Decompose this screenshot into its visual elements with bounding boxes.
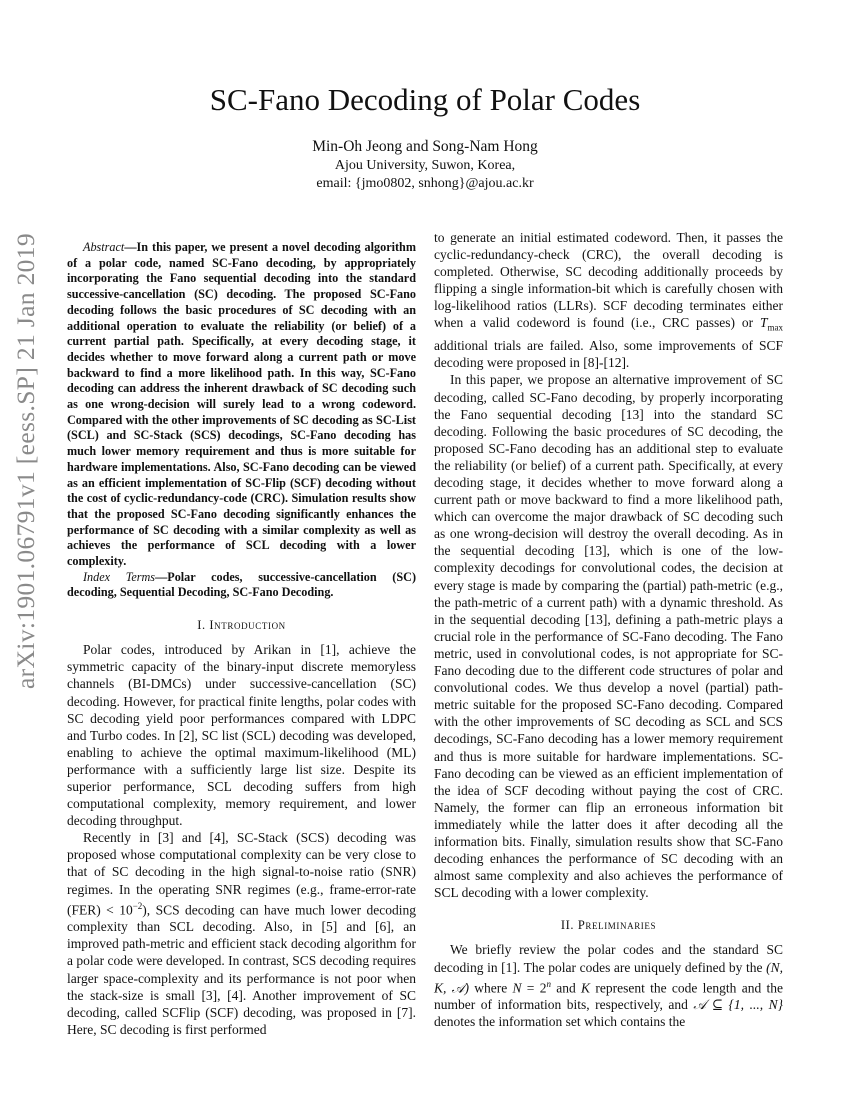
intro-p2-exponent: −2 <box>132 900 143 911</box>
right-p0-part-a: to generate an initial estimated codeword. Then, it passes the cyclic-redundancy-check (CRC), the overall decoding is completed. Otherwise, SC decoding additionally proceeds by flipping a single information-bit which is carefully chosen with log-likelihood ratios (LLRs). SCF decoding terminates either when a valid codeword is found (i.e., CRC passes) or <box>434 230 783 331</box>
prelim-part-d: represent the code length and the number of information bits, respectively, and <box>434 980 783 1013</box>
abstract <box>67 240 416 570</box>
right-p0-part-b: additional trials are failed. Also, some improvements of SCF decoding were proposed in [8]-[12]. <box>434 338 783 371</box>
prelim-tuple: (N, K, 𝒜) <box>434 959 783 996</box>
authors: Min-Oh Jeong and Song-Nam Hong <box>312 138 538 155</box>
arxiv-identifier <box>6 232 46 689</box>
section-numeral: II. <box>560 918 578 933</box>
prelim-part-e: denotes the information set which contains the <box>434 1014 686 1030</box>
section-title: Introduction <box>209 618 286 633</box>
section-title: Preliminaries <box>577 918 657 933</box>
index-terms-text: —Polar codes, successive-cancellation (SC) decoding, Sequential Decoding, SC-Fano Decoding. <box>67 569 416 600</box>
affiliation: Ajou University, Suwon, Korea, <box>334 158 516 173</box>
tmax-symbol: T <box>759 315 768 331</box>
prelim-part-a: We briefly review the polar codes and the standard SC decoding in [1]. The polar codes are uniquely defined by the <box>434 942 783 975</box>
section-numeral: I. <box>197 618 210 633</box>
intro-p2-part-a: Recently in [3] and [4], SC-Stack (SCS) decoding was proposed whose computational complexity can be very close to that of SC decoding in the high signal-to-noise ratio (SNR) regimes. In the operating SNR regimes (e.g., frame-error-rate (FER) < 10 <box>67 830 416 918</box>
intro-p2-part-b: ), SCS decoding can have much lower decoding complexity than SCL decoding. Also, in [5] and [6], an improved path-metric and efficient stack decoding algorithm for a polar code were developed. In contrast, SCS decoding requires larger space-complexity and its performance is not poor when the stack-size is small [3], [4]. Another improvement of SC decoding, called SCFlip (SCF) decoding, was proposed in [7]. Here, SC decoding is first performed <box>67 902 417 1037</box>
tmax-subscript: max <box>767 323 783 334</box>
prelim-part-c: and <box>550 980 582 996</box>
prelim-n-exp: n <box>546 978 551 989</box>
index-terms <box>67 570 416 601</box>
right-column <box>434 229 783 1030</box>
prelim-set: 𝒜 ⊆ {1, ..., N} <box>693 997 783 1013</box>
prelim-K: K <box>581 980 591 996</box>
intro-paragraph-2 <box>67 829 416 1038</box>
paper-title: SC-Fano Decoding of Polar Codes <box>209 82 641 117</box>
prelim-N: N <box>512 980 522 996</box>
email: email: {jmo0802, snhong}@ajou.ac.kr <box>316 176 534 191</box>
section-heading-introduction <box>67 617 416 634</box>
arxiv-identifier-text: arXiv:1901.06791v1 [eess.SP] 21 Jan 2019 <box>11 232 40 689</box>
prelim-part-b: where <box>468 980 513 996</box>
abstract-label: Abstract <box>83 240 125 254</box>
right-paragraph-1: In this paper, we propose an alternative improvement of SC decoding, called SC-Fano decoding, by properly incorporating the Fano sequential decoding [13] into the standard SC decoding. Following the basic procedures of SC decoding, the proposed SC-Fano decoding has an additional step to evaluate the reliability (or belief) of a current path. Specifically, at every decoding stage, it decides whether to move forward along a current path or move backward to find a more likelihood path, which can overcome the major drawback of SC decoding such as one wrong-decision will destroy the overall decoding. As in the sequential decoding [13], which is one of the low-complexity decodings for convolutional codes, the decision at every stage is made by comparing the (partial) path-metric (e.g., the path-metric of a current path) with a dynamic threshold. As in the sequential decoding [13], defining a path-metric plays a crucial role in the performance of SC-Fano decoding. The Fano metric, used in convolutional codes, is not appropriate for SC-Fano decoding due to the different code structures of polar and convolutional codes. We thus develop a novel (partial) path-metric suitable for the proposed SC-Fano decoding. Compared with the other improvements of SC decoding as SCL and SCS decodings, SC-Fano decoding has a lower memory requirement and thus is more suitable for hardware implementations. SC-Fano decoding can be viewed as an efficient implementation of the idea of SCF decoding without paying the cost of CRC. Namely, the former can flip an erroneous information bit immediately while the latter does it after decoding all the information bits. Finally, simulation results show that SC-Fano decoding enhances the performance of SC decoding with an almost same complexity and also achieves the performance of SCL decoding with a lower complexity. <box>434 372 783 901</box>
preliminaries-paragraph <box>434 941 783 1030</box>
section-heading-preliminaries <box>434 917 783 934</box>
abstract-text: —In this paper, we present a novel decoding algorithm of a polar code, named SC-Fano decoding, by appropriately incorporating the Fano sequential decoding into the standard successive-cancellation (SC) decoding. The proposed SC-Fano decoding follows the basic procedures of SC decoding with an additional operation to evaluate the reliability (or belief) of a current partial path. Specifically, at every decoding stage, it decides whether to move forward along a current path or move backward to find a more likelihood path. In this way, SC-Fano decoding can address the inherent drawback of SC decoding such as one wrong-decision will surely lead to a wrong codeword. Compared with the other improvements of SC decoding as SC-List (SCL) and SC-Stack (SCS) decodings, SC-Fano decoding has much lower memory requirement and thus is more suitable for hardware implementations. Also, SC-Fano decoding can be viewed as an efficient implementation of SC-Flip (SCF) decoding without the cost of cyclic-redundancy-code (CRC). Simulation results show that the proposed SC-Fano decoding significantly enhances the performance of SC decoding with a similar complexity as well as achieves the performance of SCL decoding with a lower complexity. <box>67 240 416 569</box>
intro-paragraph-1: Polar codes, introduced by Arikan in [1], achieve the symmetric capacity of the binary-input discrete memoryless channels (BI-DMCs) under successive-cancellation (SC) decoding. However, for practical finite lengths, polar codes with SC decoding yield poor performances compared with LDPC and Turbo codes. In [2], SC list (SCL) decoding was developed, enabling to achieve the optimal maximum-likelihood (ML) performance with a sufficiently large list size. Despite its superior performance, SCL decoding suffers from high computational complexity, memory requirement, and lower decoding throughput. <box>67 642 416 829</box>
left-column <box>67 240 416 1038</box>
index-terms-label: Index Terms <box>83 569 156 584</box>
right-paragraph-0 <box>434 229 783 371</box>
prelim-eq: = 2 <box>521 980 547 996</box>
